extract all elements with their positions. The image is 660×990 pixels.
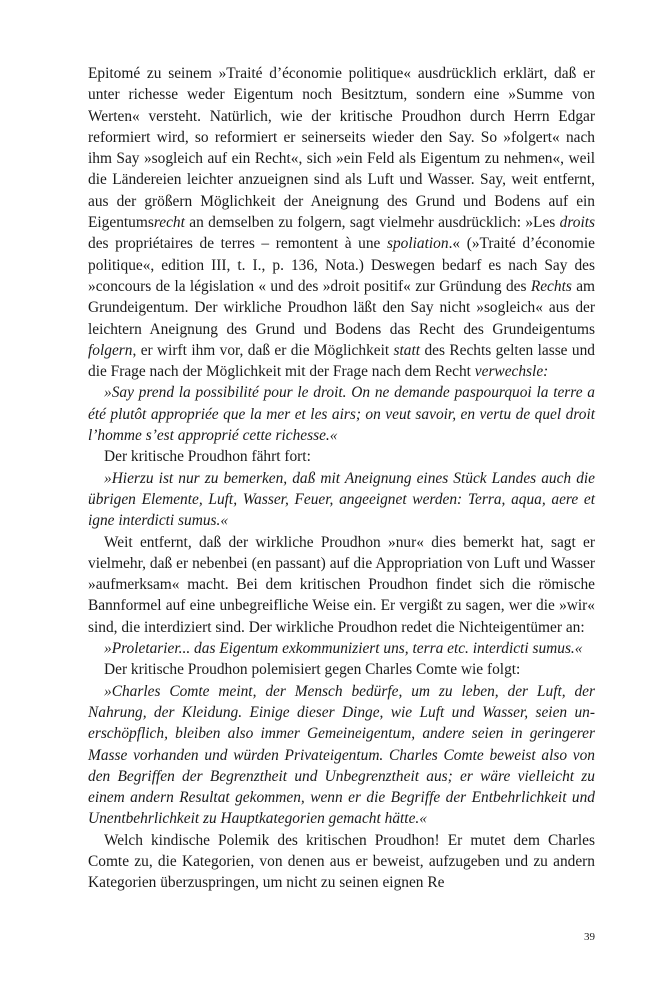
paragraph-continues: Der kritische Proudhon fährt fort: bbox=[104, 448, 311, 466]
quote-say-possibility: »Say prend la possibilité pour le droit. On ne demande paspourquoi la terre a été plutôt appropriée que la mer et les airs; on veut savoir, en vertu de quel droit l’homme s’est approprié cette richesse.« bbox=[88, 384, 595, 445]
page-number: 39 bbox=[584, 931, 595, 943]
paragraph-comte-intro: Der kritische Proudhon polemisiert gegen Charles Comte wie folgt: bbox=[104, 661, 521, 679]
quote-proletarier: »Proletarier... das Eigentum exkommuniziert uns, terra etc. interdicti sumus.« bbox=[104, 640, 583, 658]
page-body bbox=[88, 63, 595, 894]
quote-elements: »Hierzu ist nur zu bemerken, daß mit Aneignung eines Stück Landes auch die übrigen Elemente, Luft, Wasser, Feuer, angeeignet werden: Terra, aqua, aere et igne interdicti sumus.« bbox=[88, 469, 595, 530]
paragraph-childish-polemic: Welch kindische Polemik des kritischen Proudhon! Er mutet dem Charles Comte zu, die Kategorien, von denen aus er beweist, aufzugeben und zu andern Kategorien überzuspringen, um nicht zu seinen eignen Re bbox=[88, 831, 595, 892]
paragraph-real-proudhon: Weit entfernt, daß der wirkliche Proudhon »nur« dies bemerkt hat, sagt er vielmehr, daß er nebenbei (en passant) auf die Appropriation von Luft und Wasser »aufmerksam« macht. Bei dem kritischen Proudhon findet sich die römische Bannformel auf eine unbegreifliche Weise ein. Er vergißt zu sagen, wer die »wir« sind, die interdiziert sind. Der wirkliche Proudhon redet die Nichteigentümer an: bbox=[88, 533, 595, 636]
paragraph-say-critique: Epitomé zu seinem »Traité d’économie politique« ausdrücklich erklärt, daß er unter richesse weder Eigentum noch Besitztum, sondern eine »Summe von Werten« versteht. Natürlich, wie der kritische Proudhon durch Herrn Edgar reformiert wird, so reformiert er seinerseits wieder den Say. So »folgert« nach ihm Say »sogleich auf ein Recht«, sich »ein Feld als Eigentum zu nehmen«, weil die Ländereien leichter anzueignen sind als Luft und Wasser. Say, weit entfernt, aus der größern Möglichkeit der Aneignung des Grund und Bodens auf ein Eigentumsrecht an demselben zu folgern, sagt vielmehr ausdrücklich: »Les droits des propriétaires de terres – remontent à une spoliation.« (»Traité d’économie politique«, edition III, t. I., p. 136, Nota.) Deswegen bedarf es nach Say des »concours de la législation « und des »droit positif« zur Gründung des Rechts am Grundeigentum. Der wirkliche Proudhon läßt den Say nicht »sogleich« aus der leichtern Aneignung des Grund und Bodens das Recht des Grundeigentums folgern, er wirft ihm vor, daß er die Möglichkeit statt des Rechts gelten lasse und die Frage nach der Möglichkeit mit der Frage nach dem Recht verwechsle: bbox=[88, 65, 596, 381]
quote-charles-comte: »Charles Comte meint, der Mensch bedürfe, um zu leben, der Luft, der Nahrung, der Kleidung. Einige dieser Dinge, wie Luft und Wasser, seien unerschöpflich, bleiben also immer Gemeineigentum, andere seien in geringerer Masse vorhanden und würden Privateigentum. Charles Comte beweist also von den Begriffen der Begrenztheit und Unbegrenztheit aus; er wäre vielleicht zu einem andern Resultat gekommen, wenn er die Begriffe der Entbehrlichkeit und Unentbehrlichkeit zu Hauptkategorien gemacht hätte.« bbox=[88, 682, 595, 828]
